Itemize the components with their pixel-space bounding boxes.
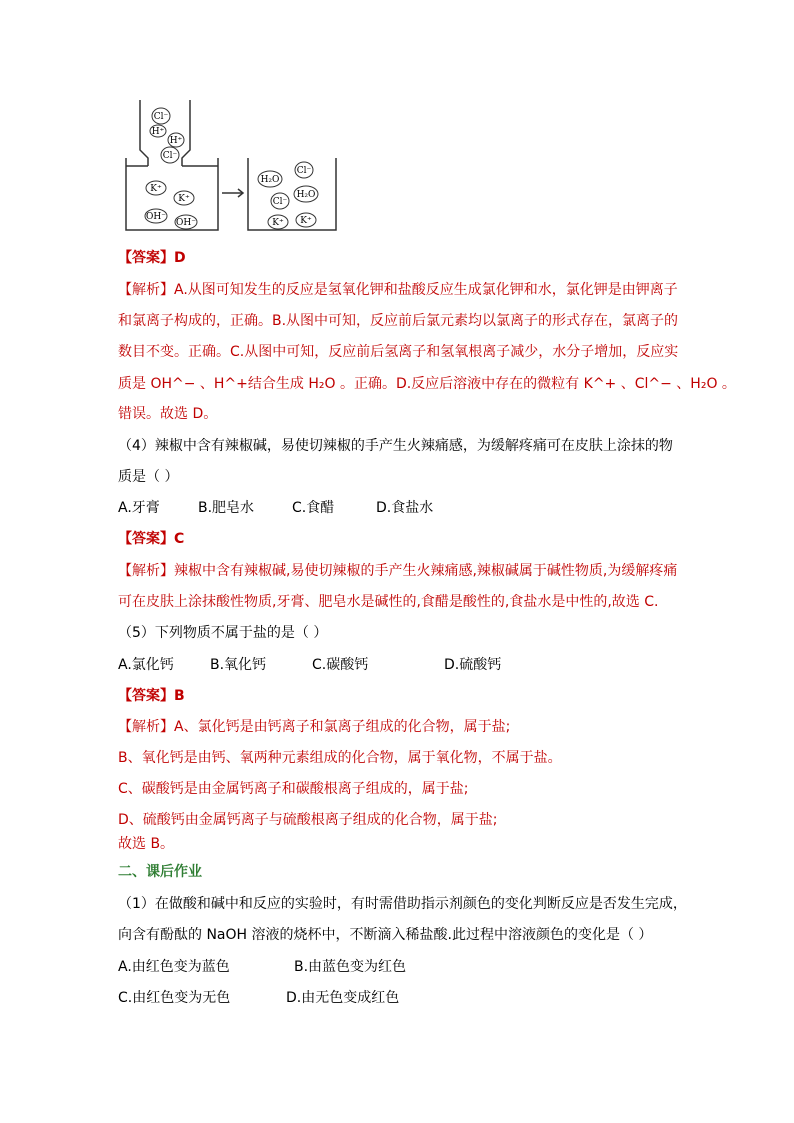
analysis-text: D、硫酸钙由金属钙离子与硫酸根离子组成的化合物，属于盐; — [118, 812, 498, 828]
option-b: B.由蓝色变为红色 — [294, 959, 407, 975]
analysis-text: B、氧化钙是由钙、氧两种元素组成的化合物，属于氧化物，不属于盐。 — [118, 750, 562, 766]
section-title: 二、课后作业 — [118, 864, 202, 880]
ion-label: H₂O — [296, 190, 316, 200]
analysis-text: 质是 OH^− 、H^+结合生成 H₂O 。正确。D.反应后溶液中存在的微粒有 K^+ 、Cl^− 、H₂O 。 — [118, 376, 736, 392]
analysis-text: 和氯离子构成的，正确。B.从图中可知，反应前后氯元素均以氯离子的形式存在，氯离子的 — [118, 313, 679, 329]
option-c: C.碳酸钙 — [312, 657, 369, 673]
analysis-text: C、碳酸钙是由金属钙离子和碳酸根离子组成的，属于盐; — [118, 781, 469, 797]
option-c: C.由红色变为无色 — [118, 990, 231, 1006]
ion-label: H⁺ — [169, 136, 183, 146]
analysis-text: 【解析】A、氯化钙是由钙离子和氯离子组成的化合物，属于盐; — [118, 719, 511, 735]
reaction-diagram — [118, 98, 338, 238]
question-stem: 向含有酚酞的 NaOH 溶液的烧杯中，不断滴入稀盐酸.此过程中溶液颜色的变化是（ ） — [118, 927, 653, 943]
analysis-text: 错误。故选 D。 — [118, 406, 218, 422]
option-d: D.硫酸钙 — [444, 657, 502, 673]
option-b: B.氧化钙 — [210, 657, 267, 673]
question-stem: （4）辣椒中含有辣椒碱，易使切辣椒的手产生火辣痛感，为缓解疼痛可在皮肤上涂抹的物 — [118, 438, 673, 454]
ion-label: OH⁻ — [176, 218, 196, 228]
options-row — [118, 957, 406, 977]
question-stem: 质是（ ） — [118, 469, 179, 485]
ion-label: Cl⁻ — [153, 112, 169, 122]
ion-label: Cl⁻ — [272, 197, 288, 207]
option-c: C.食醋 — [292, 500, 335, 516]
ion-label: K⁺ — [300, 216, 312, 226]
answer-label: 【答案】D — [118, 250, 186, 266]
option-a: A.牙膏 — [118, 500, 160, 516]
question-stem: （1）在做酸和碱中和反应的实验时，有时需借助指示剂颜色的变化判断反应是否发生完成， — [118, 896, 687, 912]
analysis-text: 可在皮肤上涂抹酸性物质,牙膏、肥皂水是碱性的,食醋是酸性的,食盐水是中性的,故选 C. — [118, 594, 659, 610]
options-row — [118, 988, 399, 1008]
ion-label: K⁺ — [272, 218, 284, 228]
ion-label: Cl⁻ — [296, 166, 312, 176]
option-b: B.肥皂水 — [198, 500, 255, 516]
options-row — [118, 498, 433, 518]
ion-label: Cl⁻ — [162, 151, 178, 161]
question-stem: （5）下列物质不属于盐的是（ ） — [118, 625, 328, 641]
analysis-text: 故选 B。 — [118, 836, 175, 852]
analysis-text: 数目不变。正确。C.从图中可知，反应前后氢离子和氢氧根离子减少，水分子增加，反应实 — [118, 344, 679, 360]
option-a: A.氯化钙 — [118, 657, 174, 673]
ion-label: OH⁻ — [146, 212, 166, 222]
option-a: A.由红色变为蓝色 — [118, 959, 230, 975]
ion-label: H₂O — [260, 175, 280, 185]
option-d: D.由无色变成红色 — [286, 990, 400, 1006]
analysis-text: 【解析】A.从图可知发生的反应是氢氧化钾和盐酸反应生成氯化钾和水，氯化钾是由钾离子 — [118, 282, 678, 298]
options-row — [118, 655, 501, 675]
answer-label: 【答案】B — [118, 688, 185, 704]
analysis-text: 【解析】辣椒中含有辣椒碱,易使切辣椒的手产生火辣痛感,辣椒碱属于碱性物质,为缓解疼痛 — [118, 563, 678, 579]
option-d: D.食盐水 — [376, 500, 434, 516]
ion-label: K⁺ — [178, 194, 190, 204]
answer-label: 【答案】C — [118, 531, 185, 547]
ion-label: K⁺ — [150, 184, 162, 194]
ion-label: H⁺ — [151, 127, 165, 137]
